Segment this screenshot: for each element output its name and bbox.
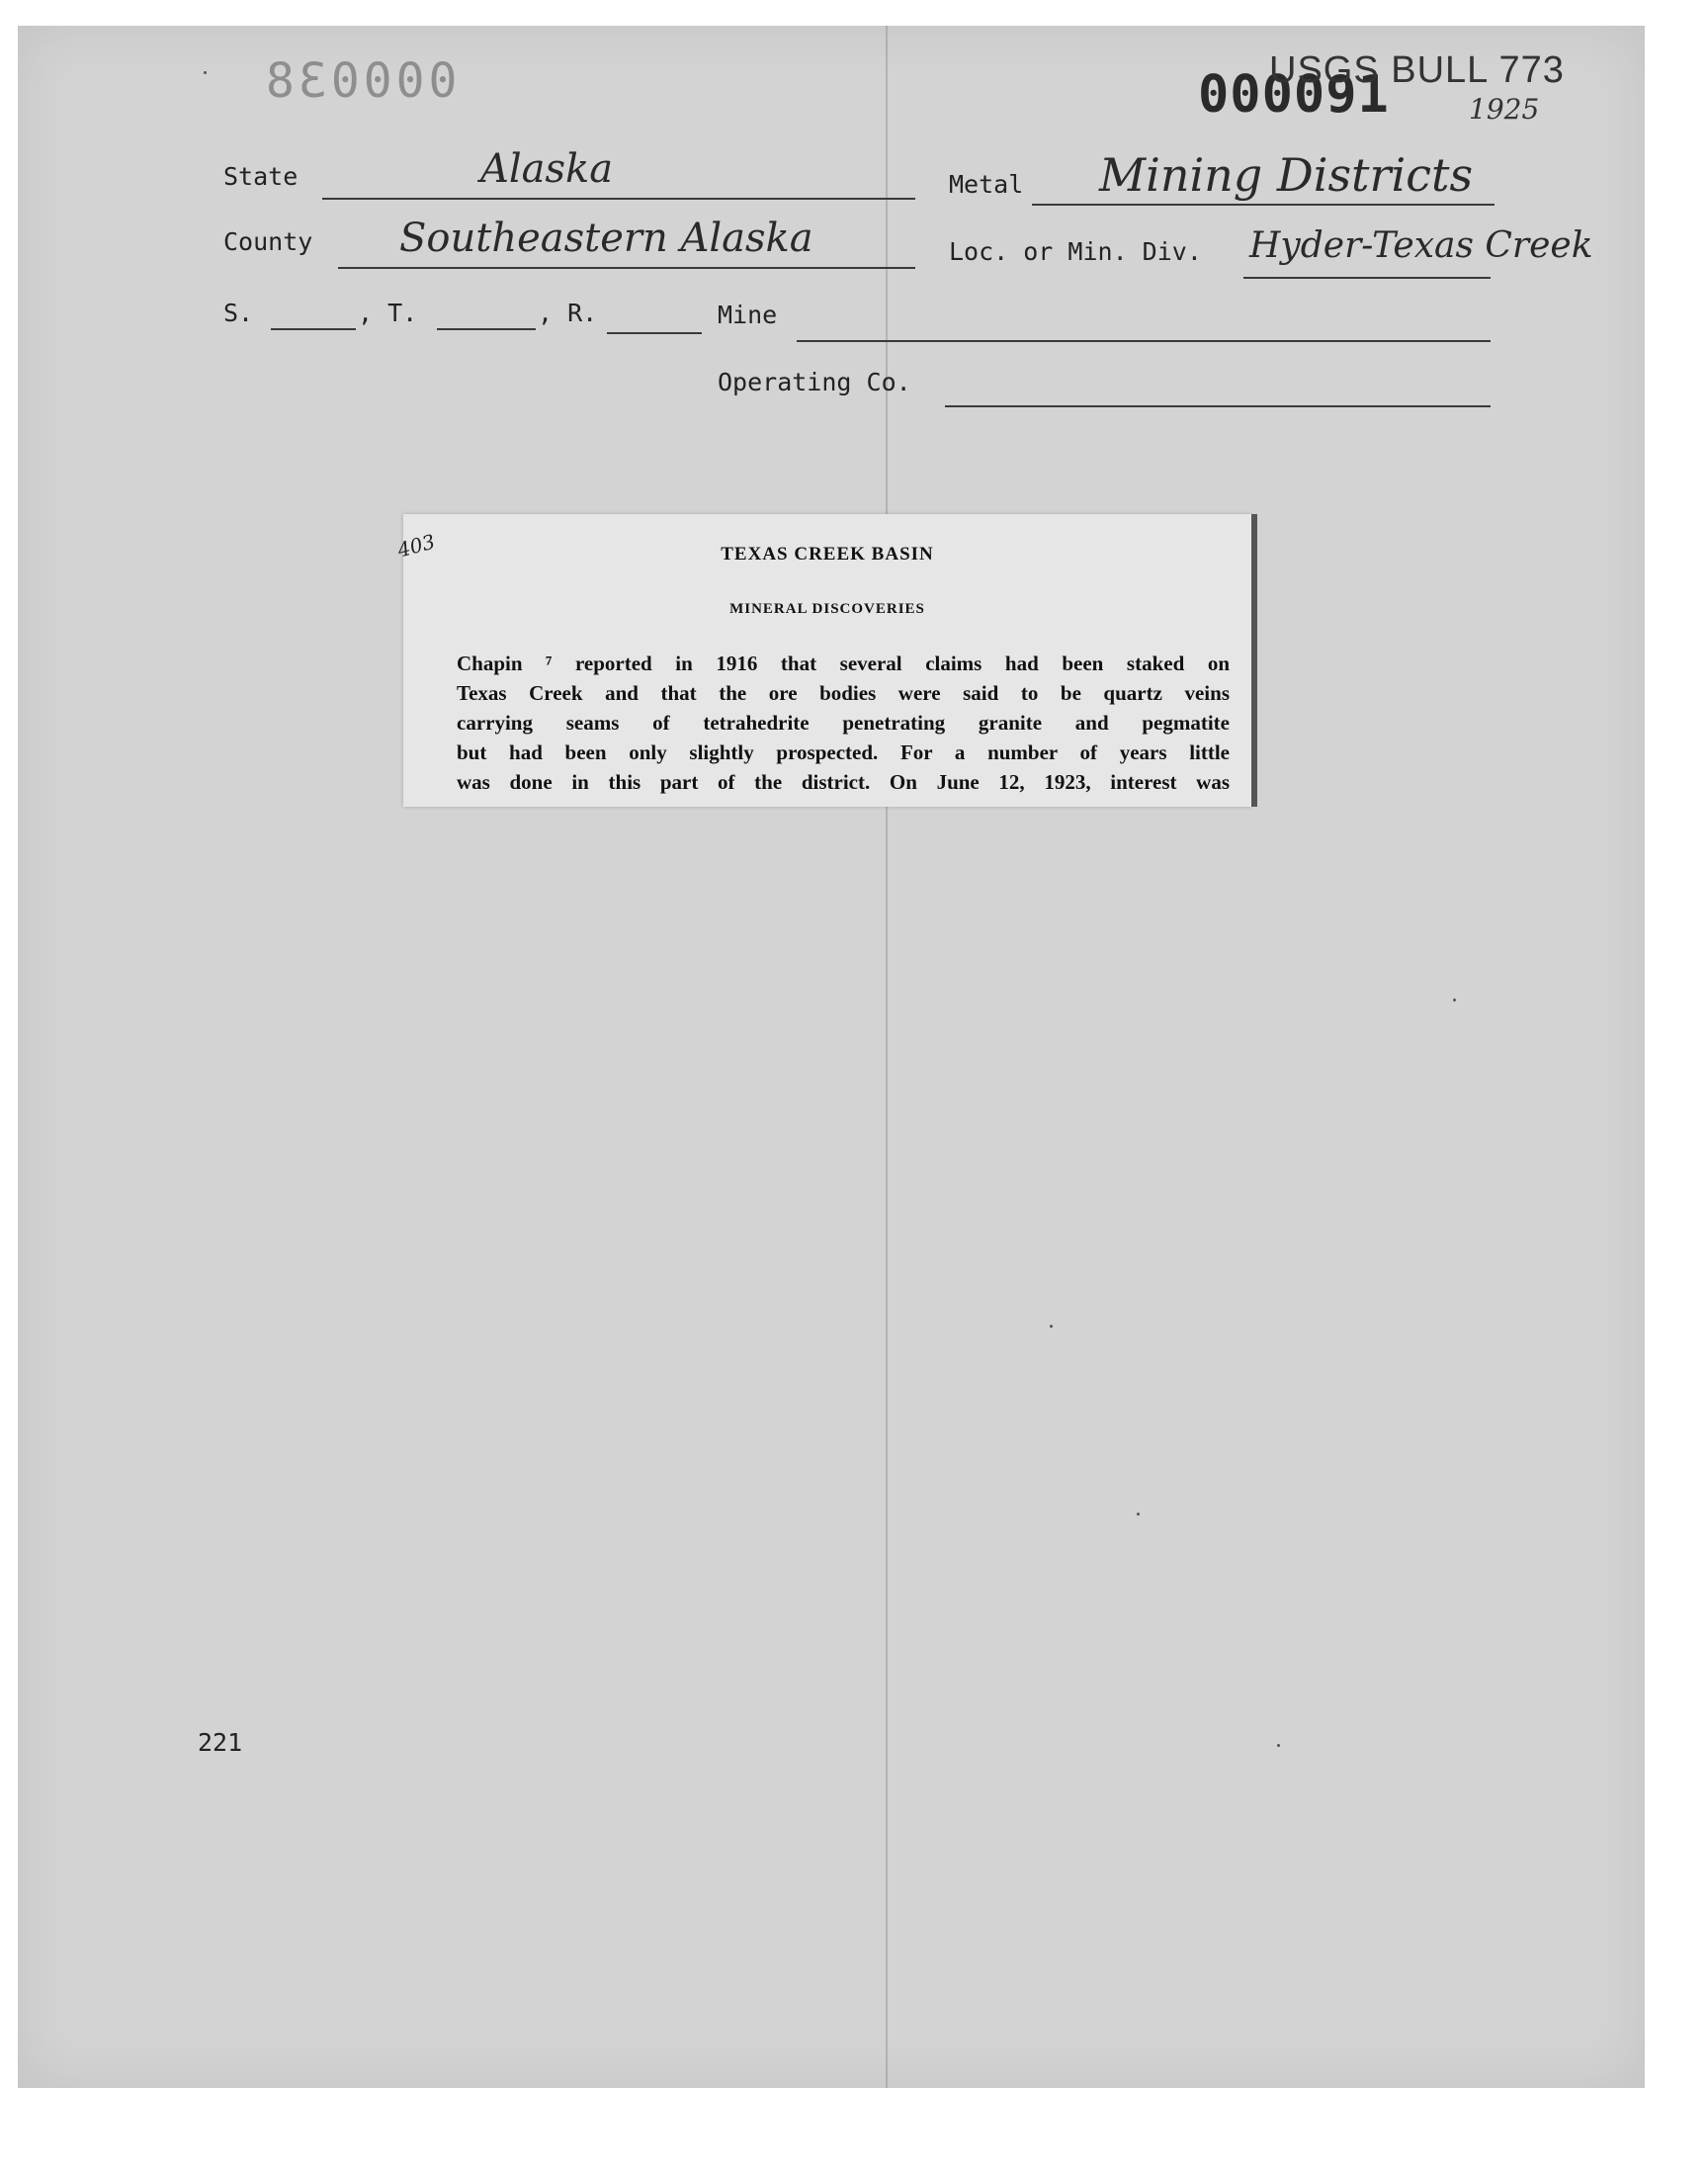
loc-value: Hyder-Texas Creek xyxy=(1249,225,1593,266)
loc-line xyxy=(1243,277,1491,279)
state-line xyxy=(322,198,915,200)
metal-line xyxy=(1032,204,1494,206)
section-line xyxy=(271,328,356,330)
scan-speck xyxy=(1137,1513,1140,1516)
mine-line xyxy=(797,340,1491,342)
page-number: 221 xyxy=(198,1728,243,1757)
clipping-line: Chapin ⁷ reported in 1916 that several claims had been staked on xyxy=(457,652,1230,675)
metal-value: Mining Districts xyxy=(1099,148,1474,202)
scan-speck xyxy=(1277,1744,1280,1747)
operating-co-line xyxy=(945,405,1491,407)
state-label: State xyxy=(223,162,299,191)
county-label: County xyxy=(223,227,313,256)
newspaper-clipping xyxy=(403,514,1251,807)
scan-speck xyxy=(1050,1325,1053,1328)
range-label: , R. xyxy=(538,299,598,327)
source-reference: USGS BULL 773 xyxy=(1269,49,1565,91)
mine-label: Mine xyxy=(718,301,778,329)
document-sheet xyxy=(18,26,1645,2088)
county-line xyxy=(338,267,915,269)
clipping-title: TEXAS CREEK BASIN xyxy=(721,544,934,565)
township-label: , T. xyxy=(358,299,418,327)
fold-crease xyxy=(886,26,888,2088)
clipping-body xyxy=(457,649,1230,797)
scan-speck xyxy=(204,71,207,74)
clipping-line: but had been only slightly prospected. For a number of years little xyxy=(457,740,1230,764)
scan-speck xyxy=(1453,999,1456,1001)
state-value: Alaska xyxy=(480,146,614,192)
clipping-line: Texas Creek and that the ore bodies were said to be quartz veins xyxy=(457,681,1230,705)
margin-handwritten-note: 403 xyxy=(394,529,438,563)
year-note: 1925 xyxy=(1469,93,1540,126)
range-line xyxy=(607,332,702,334)
document-id-stamp: 000091 xyxy=(1198,65,1390,125)
loc-label: Loc. or Min. Div. xyxy=(949,237,1202,266)
clipping-line: carrying seams of tetrahedrite penetrating granite and pegmatite xyxy=(457,711,1230,735)
metal-label: Metal xyxy=(949,170,1024,199)
reversed-stamp: 000038 xyxy=(262,53,458,109)
operating-co-label: Operating Co. xyxy=(718,368,911,396)
section-label: S. xyxy=(223,299,254,327)
county-value: Southeastern Alaska xyxy=(399,216,813,261)
clipping-line: was done in this part of the district. On June 12, 1923, interest was xyxy=(457,770,1230,794)
clipping-subtitle: MINERAL DISCOVERIES xyxy=(729,601,925,617)
township-line xyxy=(437,328,536,330)
